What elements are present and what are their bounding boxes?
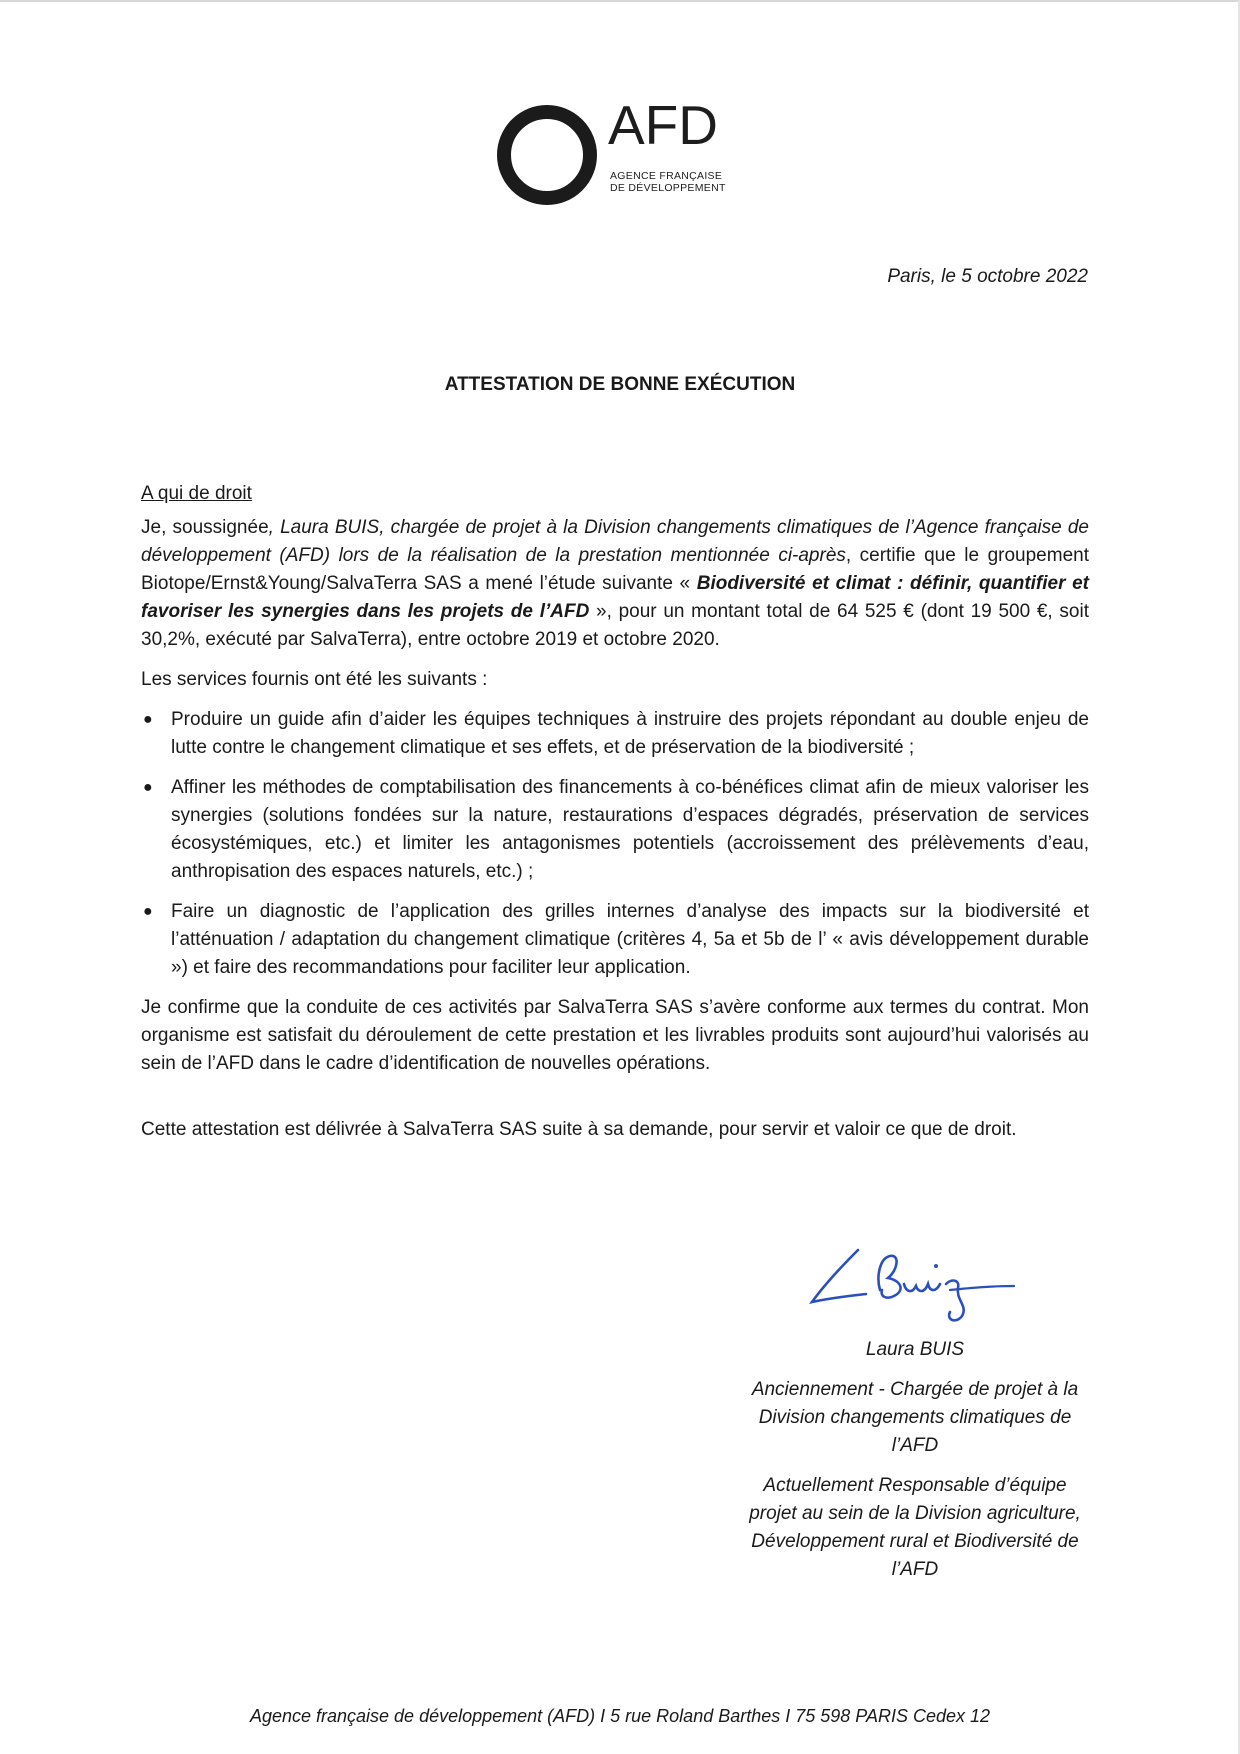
bullet-icon: ●: [143, 903, 153, 920]
intro-paragraph: [141, 514, 1089, 654]
bullet-icon: ●: [143, 711, 153, 728]
service-text: Produire un guide afin d’aider les équipes techniques à instruire des projets répondant au double enjeu de lutte contre le changement climatique et ses effets, et de préservation de la biodiversité ;: [171, 709, 1089, 758]
service-text: Affiner les méthodes de comptabilisation des financements à co-bénéfices climat afin de mieux valoriser les synergies (solutions fondées sur la nature, restaurations d’espaces dégradés, préservation de services écosystémiques, etc.) et limiter les antagonismes potentiels (accroissement des prélèvements d’eau, anthropisation des espaces naturels, etc.) ;: [171, 777, 1089, 882]
logo-acronym: AFD: [608, 94, 718, 156]
logo-subtitle: [610, 170, 726, 194]
services-intro: Les services fournis ont été les suivants :: [141, 669, 488, 690]
study-title: Biodiversité et climat : définir, quantifier et favoriser les synergies dans les projets de l’AFD: [141, 573, 1089, 622]
list-item: [141, 898, 1089, 982]
afd-logo: [492, 94, 742, 210]
logo-subtitle-line2: DE DÉVELOPPEMENT: [610, 182, 726, 194]
spacer: [141, 1090, 1089, 1116]
logo-subtitle-line1: AGENCE FRANÇAISE: [610, 170, 723, 182]
salutation: A qui de droit: [141, 483, 252, 504]
handwritten-signature: [800, 1240, 1030, 1330]
scan-edge-top: [0, 0, 1240, 2]
intro-text-2: , certifie que le groupement Biotope/Ernst&Young/SalvaTerra SAS a mené l’étude suivante «: [141, 545, 1089, 594]
signatory-name: Laura BUIS: [865, 1339, 965, 1360]
afd-ring-icon: [492, 100, 602, 210]
letter-date: Paris, le 5 octobre 2022: [887, 266, 1088, 287]
confirmation-paragraph: Je confirme que la conduite de ces activités par SalvaTerra SAS s’avère conforme aux termes du contrat. Mon organisme est satisfait du déroulement de cette prestation et les livrables produits sont aujourd’hui valorisés au sein de l’AFD dans le cadre d’identification de nouvelles opérations.: [141, 997, 1089, 1074]
services-list: [141, 706, 1089, 982]
intro-signatory-italic: , Laura BUIS, chargée de projet à la Division changements climatiques de l’Agence française de développement (AFD) lors de la réalisation de la prestation mentionnée ci-après: [141, 517, 1089, 566]
closing-paragraph: Cette attestation est délivrée à SalvaTerra SAS suite à sa demande, pour servir et valoir ce que de droit.: [141, 1119, 1017, 1140]
bullet-icon: ●: [143, 779, 153, 796]
page-footer: Agence française de développement (AFD) I 5 rue Roland Barthes I 75 598 PARIS Cedex 12: [249, 1706, 991, 1726]
signatory-current-role: Actuellement Responsable d’équipe projet au sein de la Division agriculture, Développement rural et Biodiversité de l’AFD: [749, 1475, 1081, 1580]
intro-text-3: », pour un montant total de 64 525 € (dont 19 500 €, soit 30,2%, exécuté par SalvaTerra), entre octobre 2019 et octobre 2020.: [141, 601, 1089, 650]
signature-block: [740, 1240, 1090, 1596]
document-title: ATTESTATION DE BONNE EXÉCUTION: [444, 374, 796, 395]
list-item: [141, 706, 1089, 762]
letter-body: [141, 480, 1089, 1156]
service-text: Faire un diagnostic de l’application des grilles internes d’analyse des impacts sur la biodiversité et l’atténuation / adaptation du changement climatique (critères 4, 5a et 5b de l’ « avis développement durable ») et faire des recommandations pour faciliter leur application.: [171, 901, 1089, 978]
intro-text-1: Je, soussignée: [141, 517, 269, 538]
signatory-former-role: Anciennement - Chargée de projet à la Division changements climatiques de l’AFD: [751, 1379, 1079, 1456]
list-item: [141, 774, 1089, 886]
